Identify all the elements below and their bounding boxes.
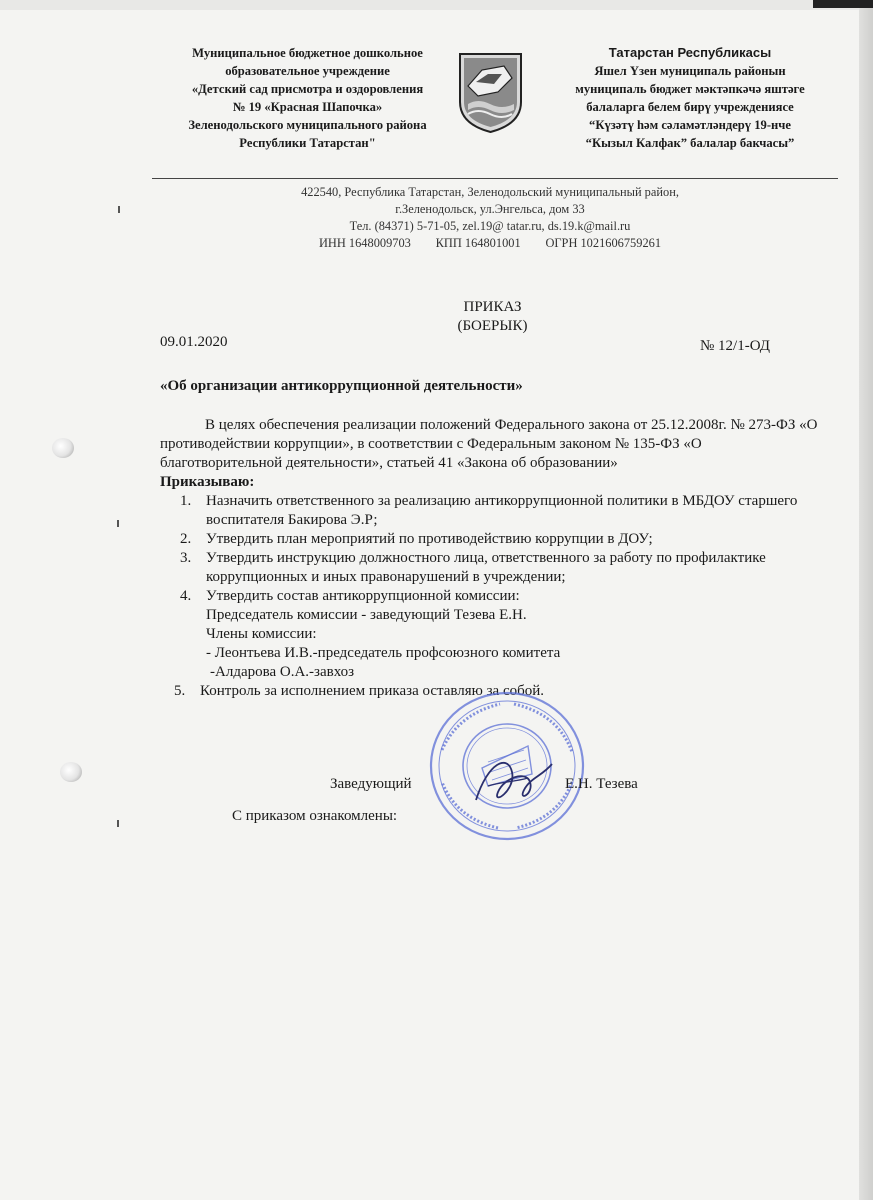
handwritten-signature	[468, 752, 558, 812]
signer-role: Заведующий	[330, 776, 412, 792]
list-item	[160, 530, 820, 549]
scan-dark-corner	[813, 0, 873, 8]
punch-hole-bottom	[60, 762, 82, 782]
header-right-line: “Кызыл Калфак” балалар бакчасы”	[585, 136, 795, 150]
item-number: 5.	[174, 683, 186, 699]
requisites-line: ИНН 1648009703 КПП 164801001 ОГРН 1021606759261	[318, 236, 662, 250]
punch-hole-top	[52, 438, 74, 458]
address-line: 422540, Республика Татарстан, Зеленодольский муниципальный район,	[301, 185, 679, 199]
item-number: 3.	[180, 550, 192, 566]
address-line: г.Зеленодольск, ул.Энгельса, дом 33	[395, 202, 585, 216]
header-left-line: Республики Татарстан"	[239, 136, 376, 150]
header-left-line: Муниципальное бюджетное дошкольное	[192, 46, 423, 60]
header-divider	[152, 178, 838, 179]
order-subject: «Об организации антикоррупционной деятельности»	[160, 378, 523, 394]
list-item	[160, 549, 820, 587]
order-number: № 12/1-ОД	[700, 338, 771, 354]
header-right-line: балаларга белем бирү учреждениясе	[586, 100, 794, 114]
header-left-line: «Детский сад присмотра и оздоровления	[191, 82, 424, 96]
contacts-line: Тел. (84371) 5-71-05, zel.19@ tatar.ru, ds.19.k@mail.ru	[349, 219, 631, 233]
commission-chair: Председатель комиссии - заведующий Тезева Е.Н.	[206, 607, 527, 623]
commission-member: - Леонтьева И.В.-председатель профсоюзного комитета	[206, 645, 561, 661]
scan-mark	[117, 520, 119, 527]
order-body	[160, 416, 820, 701]
item-text: Назначить ответственного за реализацию антикоррупционной политики в МБДОУ старшего воспитателя Бакирова Э.Р;	[206, 493, 798, 528]
item-number: 4.	[180, 588, 192, 604]
zelenodolsk-emblem-icon	[458, 52, 523, 134]
signer-name: Е.Н. Тезева	[565, 776, 638, 792]
scan-top-edge	[0, 0, 873, 10]
item-text: Утвердить состав антикоррупционной комиссии:	[206, 588, 520, 604]
scan-right-edge	[859, 0, 873, 1200]
header-right-line: “Күзәтү һәм сәламәтләндерү 19-нче	[589, 118, 791, 132]
order-heading	[380, 298, 605, 336]
item-text: Контроль за исполнением приказа оставляю за собой.	[200, 683, 545, 699]
header-left-line: Зеленодольского муниципального района	[188, 118, 427, 132]
header-left-russian	[160, 44, 455, 152]
scan-mark	[117, 820, 119, 827]
order-title-tatar: (БОЕРЫК)	[457, 318, 528, 334]
item-text: Утвердить инструкцию должностного лица, ответственного за работу по профилактике коррупционных и иных правонарушений в учреждении;	[206, 550, 766, 585]
scan-mark	[118, 206, 120, 213]
item-number: 2.	[180, 531, 192, 547]
commission-members-label: Члены комиссии:	[206, 626, 317, 642]
item-number: 1.	[180, 493, 192, 509]
order-title: ПРИКАЗ	[463, 299, 522, 315]
header-right-tatar	[555, 44, 825, 152]
item-text: Утвердить план мероприятий по противодействию коррупции в ДОУ;	[206, 531, 653, 547]
intro-paragraph: В целях обеспечения реализации положений Федерального закона от 25.12.2008г. № 273-ФЗ «О противодействии коррупции», в соответствии с Федеральным законом № 135-ФЗ «О благотворительной деятельности», статьей 41 «Закона об образовании»	[160, 417, 818, 471]
header-right-line: Яшел Үзен муниципаль районын	[594, 64, 786, 78]
list-item	[160, 492, 820, 530]
header-right-line: муниципаль бюджет мәктәпкәчә яштәге	[575, 82, 805, 96]
list-item	[160, 587, 820, 682]
acknowledgement-label: С приказом ознакомлены:	[232, 808, 398, 824]
commission-member: -Алдарова О.А.-завхоз	[210, 664, 355, 680]
header-left-line: образовательное учреждение	[225, 64, 390, 78]
orders-label: Приказываю:	[160, 474, 255, 490]
address-block	[210, 184, 770, 252]
order-items-list	[160, 492, 820, 701]
order-date: 09.01.2020	[160, 334, 228, 350]
header-left-line: № 19 «Красная Шапочка»	[232, 100, 383, 114]
header-right-title: Татарстан Республикасы	[608, 45, 772, 60]
